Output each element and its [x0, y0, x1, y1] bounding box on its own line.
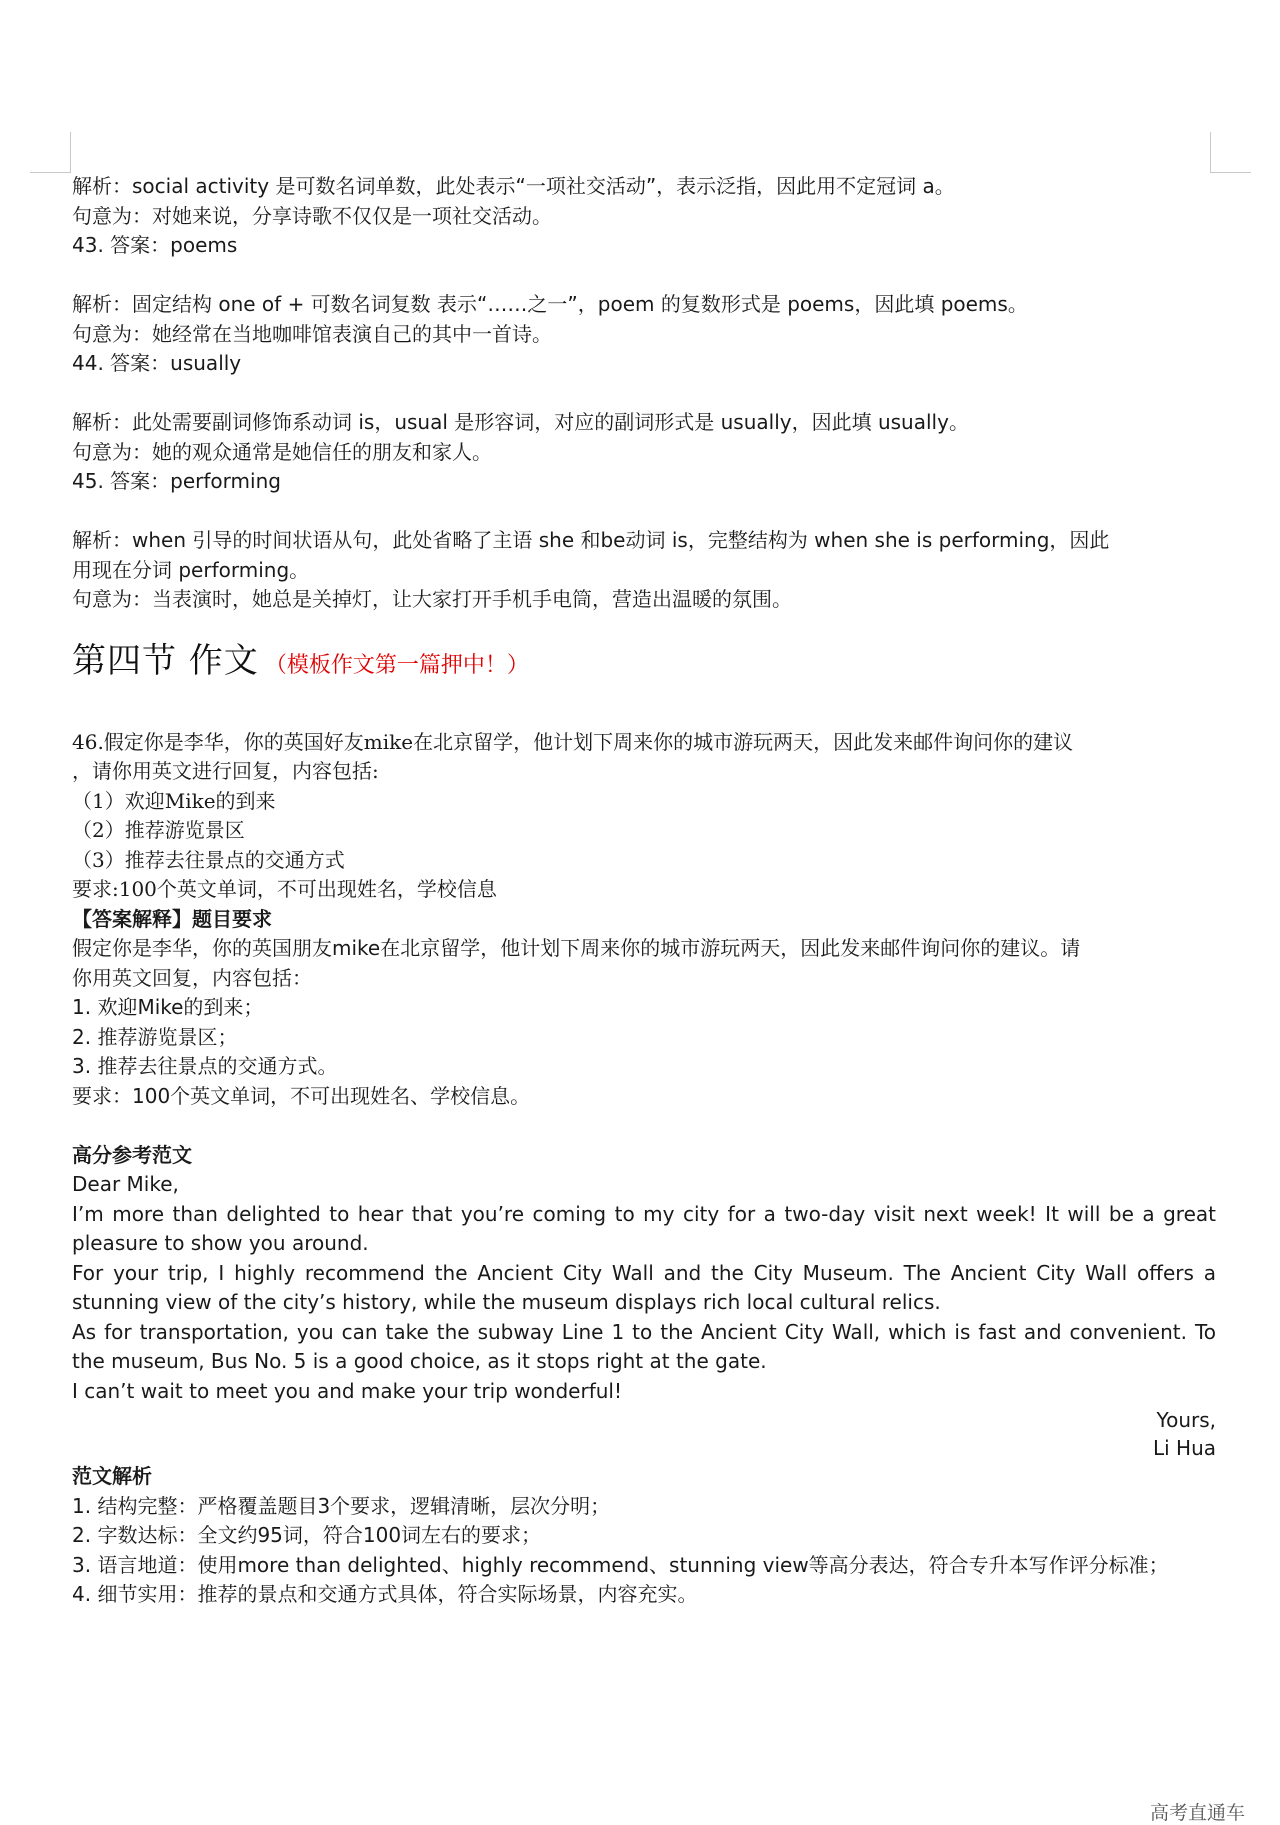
q42-analysis: 解析：social activity 是可数名词单数，此处表示“一项社交活动”，表示泛指，因此用不定冠词 a。: [72, 174, 955, 198]
section-heading: [72, 633, 1216, 682]
essay-signature: Li Hua: [1152, 1436, 1216, 1460]
analysis-heading: 范文解析: [72, 1464, 152, 1488]
crop-mark-top-left: [30, 132, 71, 173]
analysis-item-2: 2. 字数达标：全文约95词，符合100词左右的要求；: [72, 1523, 542, 1547]
q43-meaning: 句意为：她经常在当地咖啡馆表演自己的其中一首诗。: [72, 321, 552, 346]
q45-meaning: 句意为：当表演时，她总是关掉灯，让大家打开手机手电筒，营造出温暖的氛围。: [72, 587, 792, 611]
q46-explain-item-2: 2. 推荐游览景区；: [72, 1024, 238, 1049]
essay-paragraph-3: As for transportation, you can take the subway Line 1 to the Ancient City Wall, which is fast and convenient. To the museum, Bus No. 5 is a good choice, as it stops right at the gate.: [72, 1319, 1216, 1373]
q43-answer: 43. 答案：poems: [72, 233, 238, 257]
q45-answer: 45. 答案：performing: [72, 469, 281, 493]
q42-meaning: 句意为：对她来说，分享诗歌不仅仅是一项社交活动。: [72, 203, 552, 228]
q46-item-1: （1）欢迎Mike的到来: [72, 788, 276, 813]
q45-analysis-line-1: 解析：when 引导的时间状语从句，此处省略了主语 she 和be动词 is，完整结构为 when she is performing，因此: [72, 528, 1110, 552]
q46-requirement: 要求:100个英文单词，不可出现姓名，学校信息: [72, 877, 497, 901]
q46-prompt-line-2: ，请你用英文进行回复，内容包括:: [72, 759, 379, 783]
essay-paragraph-4: I can’t wait to meet you and make your trip wonderful!: [72, 1378, 622, 1403]
q46-explain-requirement: 要求：100个英文单词，不可出现姓名、学校信息。: [72, 1083, 531, 1108]
q44-analysis: 解析：此处需要副词修饰系动词 is，usual 是形容词，对应的副词形式是 usually，因此填 usually。: [72, 410, 969, 434]
q46-explain-item-1: 1. 欢迎Mike的到来；: [72, 995, 264, 1019]
analysis-item-3: 3. 语言地道：使用more than delighted、highly recommend、stunning view等高分表达，符合专升本写作评分标准；: [72, 1552, 1169, 1577]
essay-greeting: Dear Mike,: [72, 1172, 179, 1196]
q43-analysis: 解析：固定结构 one of + 可数名词复数 表示“……之一”，poem 的复数形式是 poems，因此填 poems。: [72, 292, 1028, 316]
essay-paragraph-2: For your trip, I highly recommend the Ancient City Wall and the City Museum. The Ancient City Wall offers a stunning view of the city’s history, while the museum displays rich local cultural relics.: [72, 1260, 1216, 1314]
q46-explain-heading: 【答案解释】题目要求: [72, 906, 272, 931]
watermark: 高考直通车: [1150, 1802, 1246, 1824]
analysis-item-1: 1. 结构完整：严格覆盖题目3个要求，逻辑清晰，层次分明；: [72, 1493, 611, 1518]
q46-explain-line-1: 假定你是李华，你的英国朋友mike在北京留学，他计划下周来你的城市游玩两天，因此发来邮件询问你的建议。请: [72, 936, 1081, 960]
q46-explain-item-3: 3. 推荐去往景点的交通方式。: [72, 1054, 338, 1078]
crop-mark-top-right: [1210, 132, 1251, 173]
document-body: [72, 172, 1216, 1610]
q46-item-2: （2）推荐游览景区: [72, 818, 245, 842]
section-title: 第四节 作文: [72, 640, 259, 681]
essay-closing: Yours,: [1156, 1408, 1216, 1432]
section-note: （模板作文第一篇押中！）: [264, 652, 529, 678]
analysis-item-4: 4. 细节实用：推荐的景点和交通方式具体，符合实际场景，内容充实。: [72, 1582, 698, 1606]
q44-meaning: 句意为：她的观众通常是她信任的朋友和家人。: [72, 439, 492, 464]
q44-answer: 44. 答案：usually: [72, 351, 242, 375]
q46-prompt-line-1: 46.假定你是李华，你的英国好友mike在北京留学，他计划下周来你的城市游玩两天，因此发来邮件询问你的建议: [72, 729, 1074, 754]
q46-item-3: （3）推荐去往景点的交通方式: [72, 847, 345, 872]
q46-explain-line-2: 你用英文回复，内容包括：: [72, 965, 312, 990]
essay-heading: 高分参考范文: [72, 1142, 192, 1167]
essay-paragraph-1: I’m more than delighted to hear that you’re coming to my city for a two-day visit next week! It will be a great pleasure to show you around.: [72, 1201, 1216, 1255]
q45-analysis-line-2: 用现在分词 performing。: [72, 557, 310, 582]
